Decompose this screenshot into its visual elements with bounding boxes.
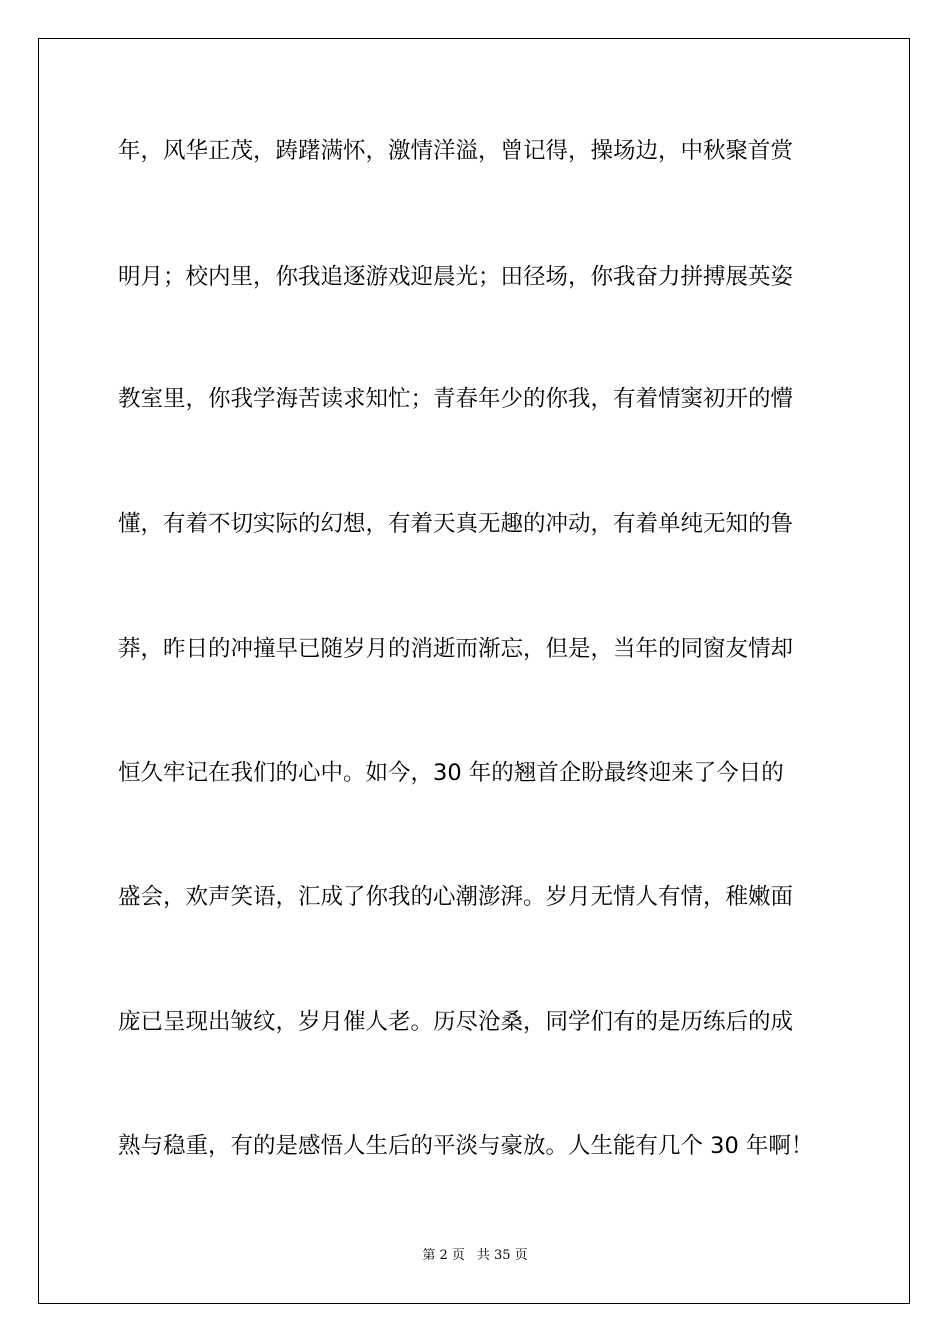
body-text-line: 恒久牢记在我们的心中。如今，30 年的翘首企盼最终迎来了今日的	[118, 760, 784, 786]
body-text-line: 盛会，欢声笑语，汇成了你我的心潮澎湃。岁月无情人有情，稚嫩面	[118, 884, 794, 910]
body-text-line: 熟与稳重，有的是感悟人生后的平淡与豪放。人生能有几个 30 年啊！	[118, 1133, 814, 1159]
page-footer	[0, 1247, 950, 1265]
body-text-line: 庞已呈现出皱纹，岁月催人老。历尽沧桑，同学们有的是历练后的成	[118, 1009, 794, 1035]
body-text-line: 懂，有着不切实际的幻想，有着天真无趣的冲动，有着单纯无知的鲁	[118, 511, 794, 537]
page-number: 第 2 页	[422, 1248, 465, 1263]
body-text-line: 明月；校内里，你我追逐游戏迎晨光；田径场，你我奋力拼搏展英姿	[118, 264, 794, 290]
body-text-line: 莽，昨日的冲撞早已随岁月的消逝而渐忘，但是，当年的同窗友情却	[118, 636, 794, 662]
body-text-line: 教室里，你我学海苦读求知忙；青春年少的你我，有着情窦初开的懵	[118, 386, 794, 412]
total-pages: 共 35 页	[476, 1248, 528, 1263]
page-border	[38, 38, 910, 1304]
body-text-line: 年，风华正茂，踌躇满怀，激情洋溢，曾记得，操场边，中秋聚首赏	[118, 138, 794, 164]
